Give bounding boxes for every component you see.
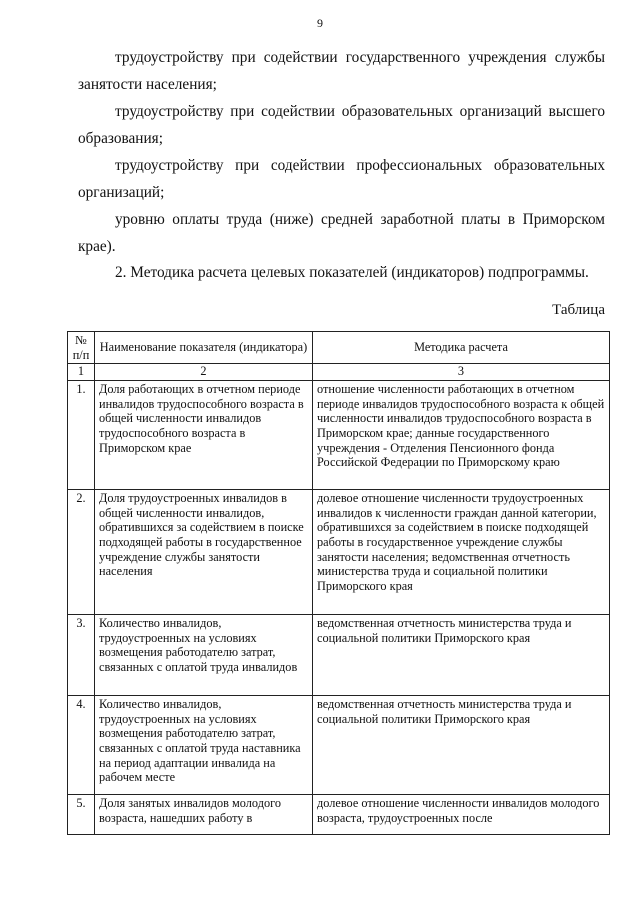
- header-method: Методика расчета: [313, 332, 610, 364]
- paragraph-professional-education: трудоустройству при содействии профессиональных образовательных организаций;: [78, 157, 605, 201]
- row-number: 5.: [68, 795, 95, 835]
- table-row: [68, 615, 610, 696]
- page-number: 9: [317, 16, 323, 30]
- row-number: 4.: [68, 696, 95, 795]
- paragraph-wage-level: уровню оплаты труда (ниже) средней заработной платы в Приморском крае).: [78, 211, 605, 255]
- calculation-method: долевое отношение численности инвалидов молодого возраста, трудоустроенных после: [313, 795, 610, 835]
- table-header-row: [68, 332, 610, 364]
- column-index-3: 3: [313, 364, 610, 381]
- section-heading: 2. Методика расчета целевых показателей (индикаторов) подпрограммы.: [115, 264, 589, 281]
- table-caption: Таблица: [552, 302, 605, 318]
- column-index-2: 2: [95, 364, 313, 381]
- table-row: [68, 696, 610, 795]
- indicator-name: Доля трудоустроенных инвалидов в общей численности инвалидов, обратившихся за содействием в поиске подходящей работы в государственное учреждение службы занятости населения: [95, 490, 313, 615]
- indicators-table: [67, 331, 610, 835]
- row-number: 2.: [68, 490, 95, 615]
- indicator-name: Количество инвалидов, трудоустроенных на условиях возмещения работодателю затрат, связанных с оплатой труда инвалидов: [95, 615, 313, 696]
- paragraph-higher-education: трудоустройству при содействии образовательных организаций высшего образования;: [78, 103, 605, 147]
- indicator-name: Доля занятых инвалидов молодого возраста, нашедших работу в: [95, 795, 313, 835]
- row-number: 3.: [68, 615, 95, 696]
- calculation-method: отношение численности работающих в отчетном периоде инвалидов трудоспособного возраста к общей численности инвалидов трудоспособного возраста в Приморском крае; данные государственного учреждения - Отделения Пенсионного фонда Российской Федерации по Приморскому краю: [313, 381, 610, 490]
- paragraph-employment-service: трудоустройству при содействии государственного учреждения службы занятости населения;: [78, 49, 605, 93]
- table-row: [68, 490, 610, 615]
- table-row: [68, 381, 610, 490]
- row-number: 1.: [68, 381, 95, 490]
- column-index-1: 1: [68, 364, 95, 381]
- indicator-name: Количество инвалидов, трудоустроенных на условиях возмещения работодателю затрат, связанных с оплатой труда наставника на период адаптации инвалида на рабочем месте: [95, 696, 313, 795]
- indicator-name: Доля работающих в отчетном периоде инвалидов трудоспособного возраста в общей численности инвалидов трудоспособного возраста в Приморском крае: [95, 381, 313, 490]
- header-number: № п/п: [68, 332, 95, 364]
- calculation-method: долевое отношение численности трудоустроенных инвалидов к численности граждан данной категории, обратившихся за содействием в поиске подходящей работы в государственное учреждение службы занятости населения; ведомственная отчетность министерства труда и социальной политики Приморского края: [313, 490, 610, 615]
- table-index-row: [68, 364, 610, 381]
- table-row: [68, 795, 610, 835]
- calculation-method: ведомственная отчетность министерства труда и социальной политики Приморского края: [313, 696, 610, 795]
- calculation-method: ведомственная отчетность министерства труда и социальной политики Приморского края: [313, 615, 610, 696]
- header-indicator-name: Наименование показателя (индикатора): [95, 332, 313, 364]
